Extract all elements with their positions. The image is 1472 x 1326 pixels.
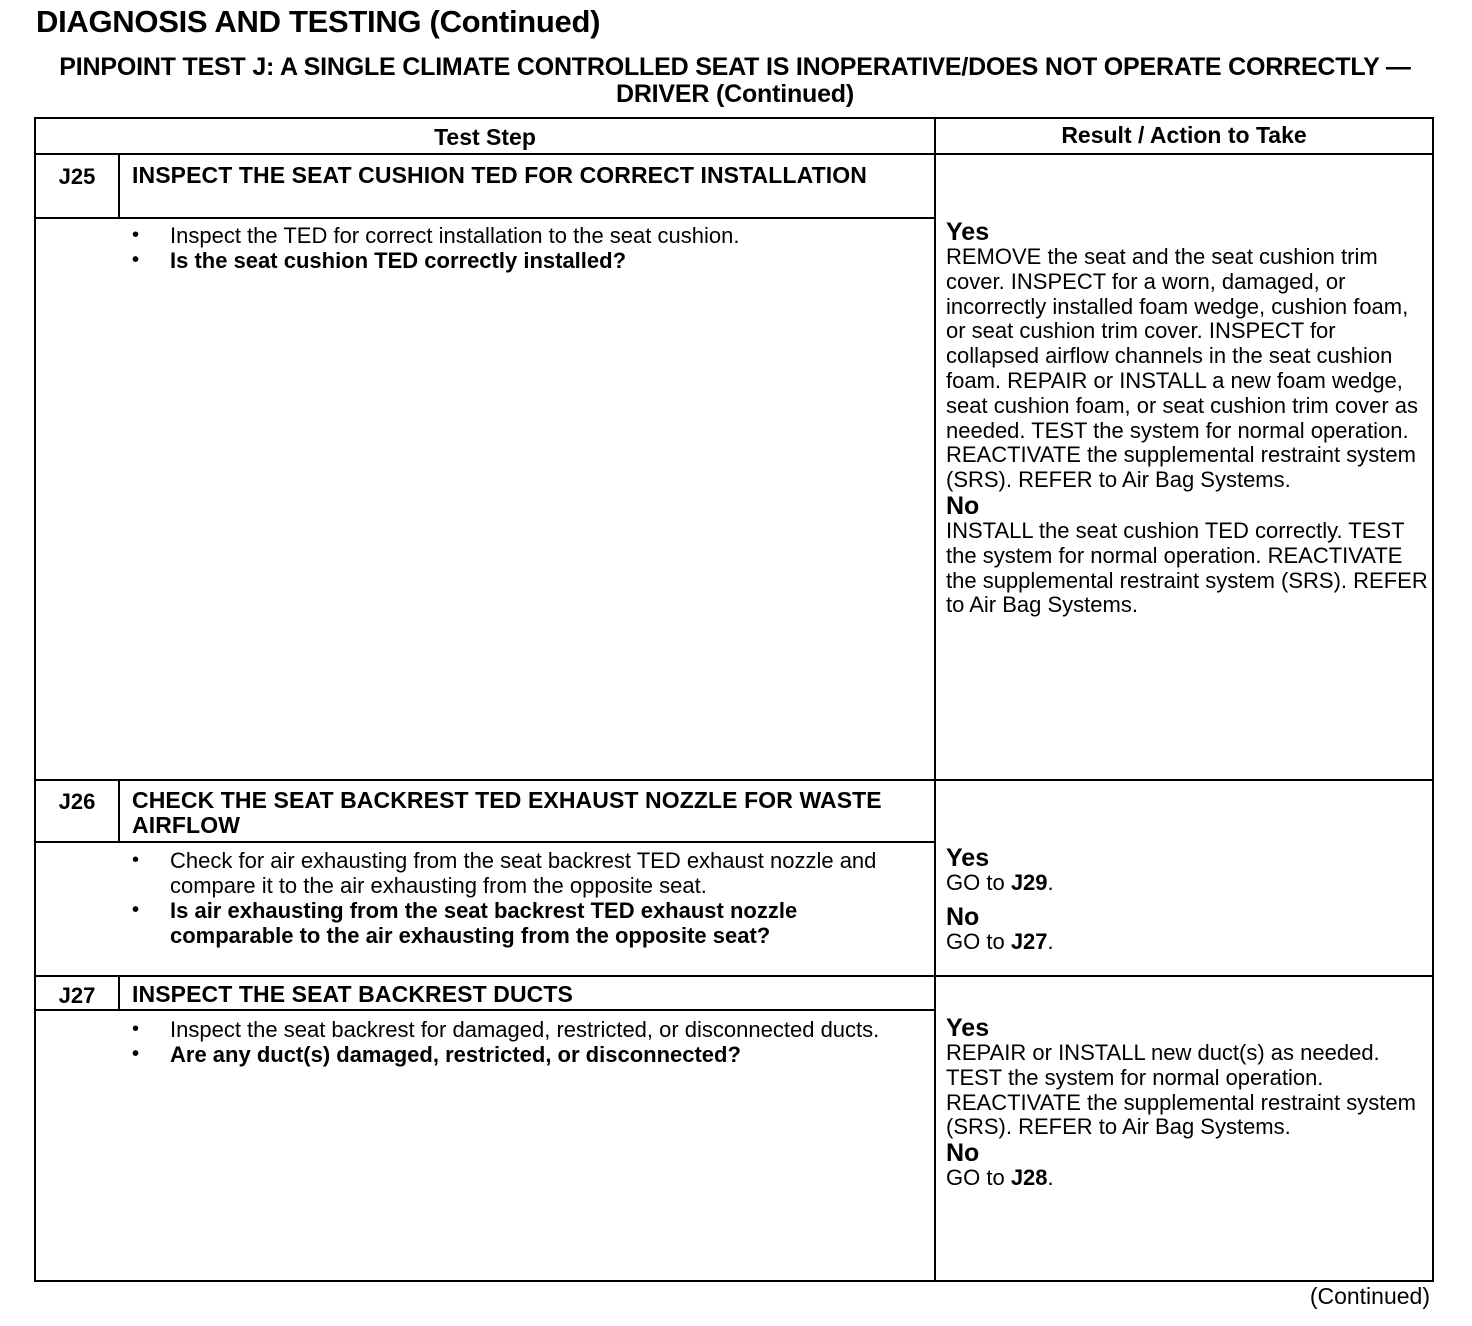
continued-note: (Continued) [1309,1283,1430,1309]
goto-link: J28 [1010,1165,1048,1191]
yes-label: Yes [946,844,990,872]
step-id: J26 [58,789,96,814]
instruction-item: • Inspect the seat backrest for damaged, restricted, or disconnected ducts. [132,1017,892,1042]
step-id-divider [118,155,120,219]
no-label: No [946,491,980,520]
yes-label: Yes [946,218,990,246]
step-title-divider [36,1009,934,1011]
page-title: DIAGNOSIS AND TESTING (Continued) [36,4,601,39]
no-action: GO to J27. [946,928,1054,954]
step-title: CHECK THE SEAT BACKREST TED EXHAUST NOZZLE FOR WASTE AIRFLOW [132,787,882,838]
result-action [946,1015,1431,1191]
no-action: INSTALL the seat cushion TED correctly. TEST the system for normal operation. REACTIVATE the supplemental restraint system (SRS). REFER to Air Bag Systems. [946,517,1428,618]
step-id: J27 [58,983,96,1008]
header-row-divider [36,153,1432,155]
step-id-divider [118,977,120,1011]
yes-label: Yes [946,1014,990,1042]
step-row-divider [36,779,1432,781]
question-item: • Is air exhausting from the seat backrest TED exhaust nozzle comparable to the air exhausting from the opposite seat? [132,898,892,948]
step-instructions [132,1017,892,1067]
yes-action: REPAIR or INSTALL new duct(s) as needed. TEST the system for normal operation. REACTIVATE the supplemental restraint system (SRS). REFER to Air Bag Systems. [946,1040,1416,1140]
instruction-item: • Inspect the TED for correct installation to the seat cushion. [132,223,892,248]
question-item: • Are any duct(s) damaged, restricted, or disconnected? [132,1042,892,1067]
pinpoint-test-table [34,117,1434,1282]
column-header-result: Result / Action to Take [1061,122,1307,148]
no-action: GO to J28. [946,1165,1054,1191]
step-row-divider [36,975,1432,977]
result-action [946,845,1431,955]
instruction-item: • Check for air exhausting from the seat backrest TED exhaust nozzle and compare it to the air exhausting from the opposite seat. [132,848,892,898]
goto-link: J27 [1010,928,1048,954]
step-title-divider [36,217,934,219]
column-header-test-step: Test Step [434,124,536,150]
step-id-divider [118,781,120,843]
question-item: • Is the seat cushion TED correctly installed? [132,248,892,273]
no-label: No [946,902,980,931]
yes-action: REMOVE the seat and the seat cushion trim cover. INSPECT for a worn, damaged, or incorrectly installed foam wedge, cushion foam, or seat cushion trim cover. INSPECT for collapsed airflow channels in the seat cushion foam. REPAIR or INSTALL a new foam wedge, seat cushion foam, or seat cushion trim cover as needed. TEST the system for normal operation. REACTIVATE the supplemental restraint system (SRS). REFER to Air Bag Systems. [946,244,1418,493]
step-instructions [132,223,892,273]
step-title-divider [36,841,934,843]
no-label: No [946,1139,980,1168]
goto-link: J29 [1010,870,1048,895]
step-id: J25 [58,164,96,189]
column-divider [934,119,936,1280]
yes-action: GO to J29. [946,870,1054,895]
step-title: INSPECT THE SEAT CUSHION TED FOR CORRECT INSTALLATION [132,162,867,188]
step-title: INSPECT THE SEAT BACKREST DUCTS [132,981,573,1007]
result-action [946,219,1431,618]
pinpoint-test-title: PINPOINT TEST J: A SINGLE CLIMATE CONTROLLED SEAT IS INOPERATIVE/DOES NOT OPERATE CORRECTLY — DRIVER (Continued) [59,53,1411,108]
step-instructions [132,848,892,948]
